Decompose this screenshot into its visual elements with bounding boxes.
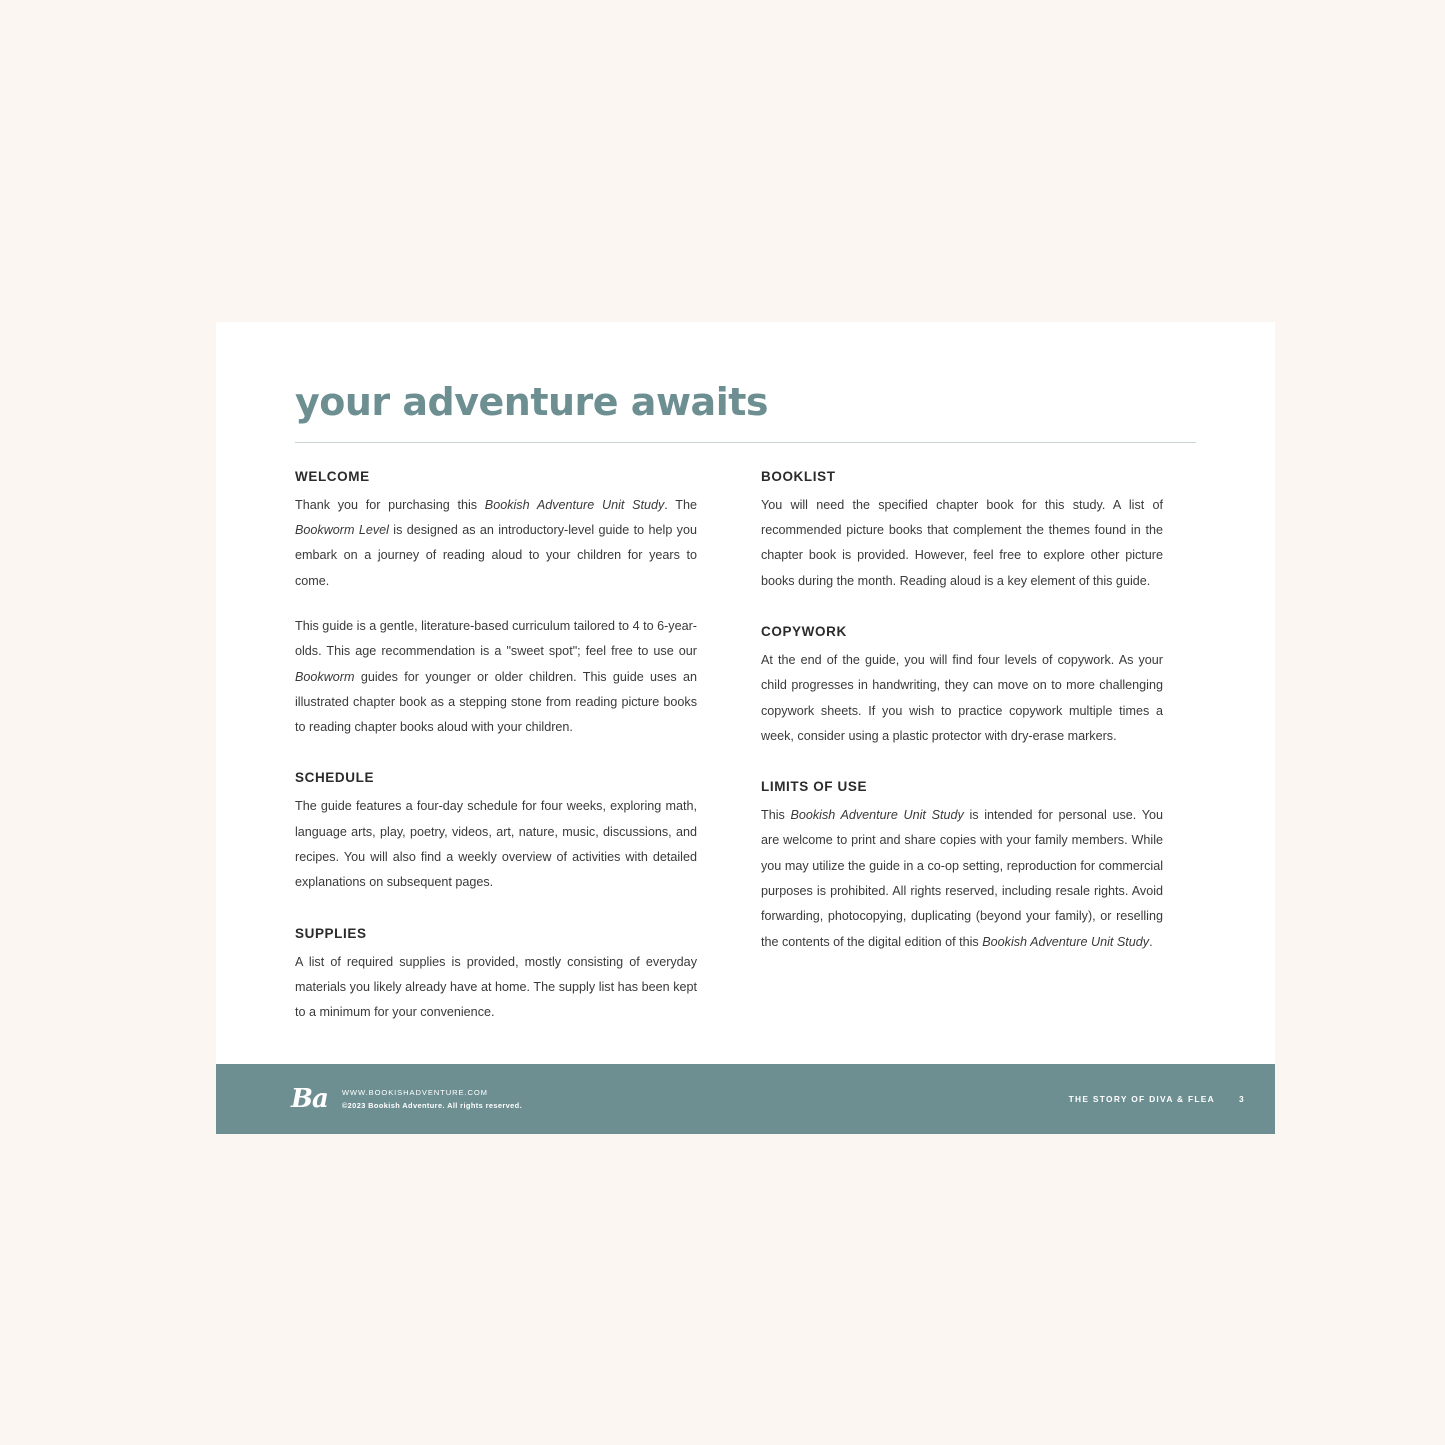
page-footer	[216, 1064, 1275, 1134]
page-title: your adventure awaits	[295, 380, 768, 424]
footer-meta	[1069, 1094, 1245, 1104]
section-heading-schedule: SCHEDULE	[295, 770, 375, 786]
section-heading-welcome: WELCOME	[295, 468, 370, 484]
section-paragraph: You will need the specified chapter book for this study. A list of recommended picture books that complement the themes found in the chapter book is provided. However, feel free to explore other picture books during the month. Reading aloud is a key element of this guide.	[761, 497, 1163, 588]
section-heading-limits-of-use: LIMITS OF USE	[761, 779, 868, 795]
footer-book-title: THE STORY OF DIVA & FLEA	[1068, 1094, 1216, 1104]
section-heading-supplies: SUPPLIES	[295, 925, 367, 941]
section-paragraph: This guide is a gentle, literature-based curriculum tailored to 4 to 6-year-olds. This age recommendation is a "sweet spot"; feel free to use our Bookworm guides for younger or older children. This guide uses an illustrated chapter book as a stepping stone from reading picture books to reading chapter books aloud with your children.	[295, 618, 697, 735]
page-content	[295, 382, 1196, 1026]
footer-copyright: ©2023 Bookish Adventure. All rights reserved.	[341, 1101, 523, 1110]
section-paragraph: A list of required supplies is provided, mostly consisting of everyday materials you likely already have at home. The supply list has been kept to a minimum for your convenience.	[295, 954, 697, 1020]
footer-credits	[342, 1086, 522, 1112]
left-column	[295, 469, 697, 1026]
section-heading-booklist: BOOKLIST	[761, 468, 836, 484]
title-divider	[295, 442, 1196, 443]
section-paragraph: At the end of the guide, you will find four levels of copywork. As your child progresses in handwriting, they can move on to more challenging copywork sheets. If you wish to practice copywork multiple times a week, consider using a plastic protector with dry-erase markers.	[761, 652, 1163, 743]
brand-logo: Ba	[291, 1084, 328, 1114]
document-page	[216, 322, 1275, 1134]
two-column-layout	[295, 469, 1196, 1026]
right-column	[761, 469, 1163, 1026]
section-heading-copywork: COPYWORK	[761, 623, 847, 639]
footer-page-number: 3	[1239, 1094, 1245, 1104]
section-paragraph: The guide features a four-day schedule for four weeks, exploring math, language arts, play, poetry, videos, art, nature, music, discussions, and recipes. You will also find a weekly overview of activities with detailed explanations on subsequent pages.	[295, 799, 697, 890]
footer-website: WWW.BOOKISHADVENTURE.COM	[341, 1088, 488, 1097]
section-paragraph: Thank you for purchasing this Bookish Adventure Unit Study. The Bookworm Level is designed as an introductory-level guide to help you embark on a journey of reading aloud to your children for years to come.	[295, 497, 697, 588]
section-paragraph: This Bookish Adventure Unit Study is intended for personal use. You are welcome to print and share copies with your family members. While you may utilize the guide in a co-op setting, reproduction for commercial purposes is prohibited. All rights reserved, including resale rights. Avoid forwarding, photocopying, duplicating (beyond your family), or reselling the contents of the digital edition of this Bookish Adventure Unit Study.	[761, 808, 1163, 949]
